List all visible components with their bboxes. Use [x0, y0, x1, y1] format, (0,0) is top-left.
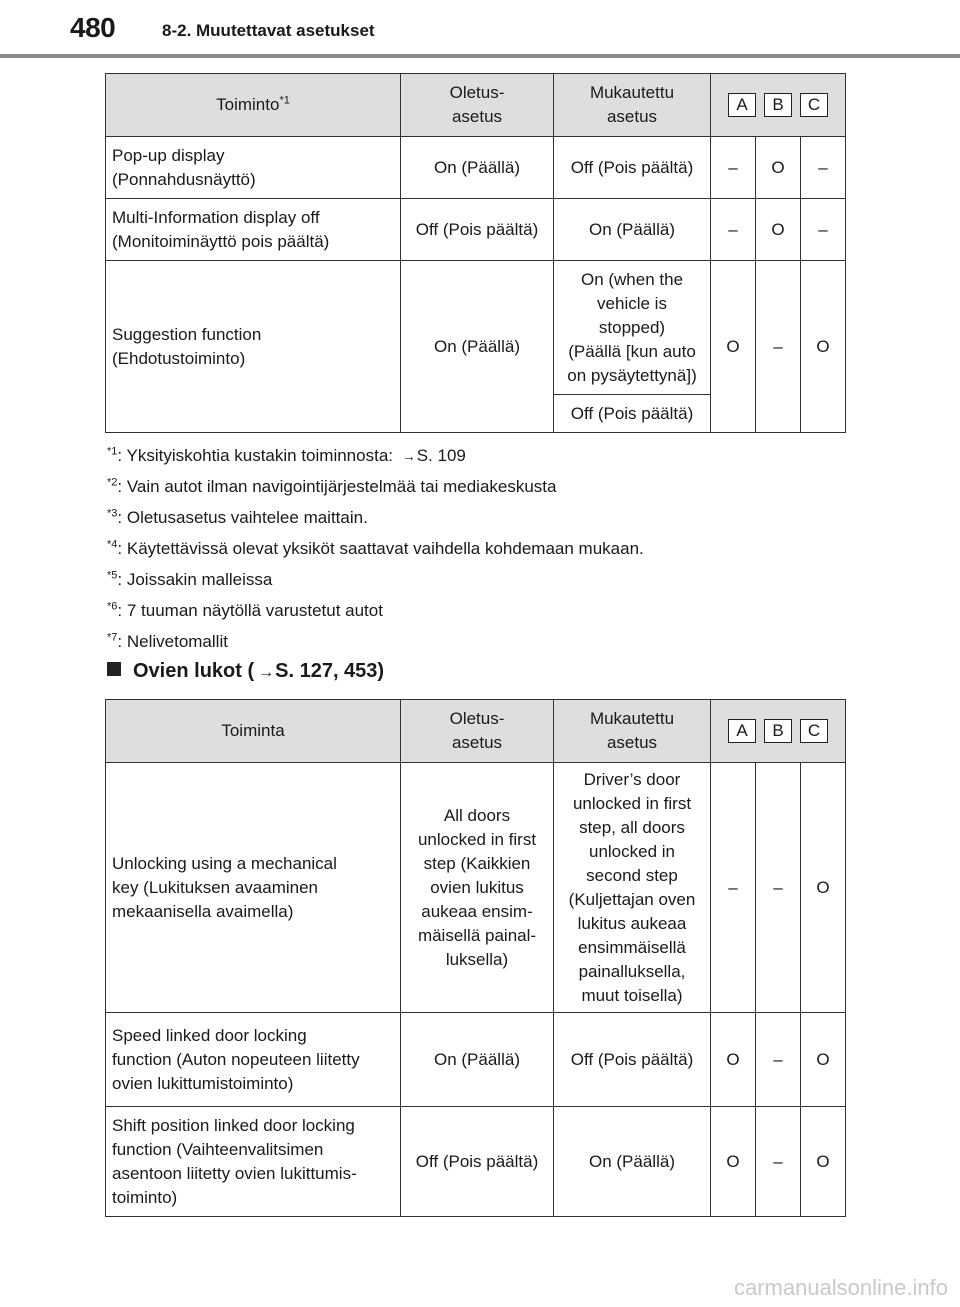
settings-table-display-body	[105, 136, 846, 433]
row-b: –	[756, 261, 801, 433]
row-function: Multi-Information display off (Monitoiminäyttö pois päältä)	[106, 199, 401, 261]
footnote: $^{*2}$: Vain autot ilman navigointijärjestelmää tai mediakeskusta	[107, 476, 557, 496]
row-b: –	[756, 763, 801, 1013]
col-header-function: Toiminta	[106, 700, 401, 763]
page-reference-link[interactable]: S. 127, 453)	[275, 660, 385, 682]
square-bullet-icon	[107, 662, 121, 676]
col-header-default: Oletus- asetus	[401, 74, 554, 137]
table-row	[106, 199, 846, 261]
row-a: –	[711, 199, 756, 261]
watermark: carmanualsonline.info	[733, 1275, 948, 1300]
col-header-b-box: B	[764, 93, 792, 117]
row-default: Off (Pois päältä)	[401, 1107, 554, 1217]
table-header-row	[106, 74, 846, 137]
row-c: O	[801, 1013, 846, 1107]
row-a: O	[711, 261, 756, 433]
row-function: Suggestion function (Ehdotustoiminto)	[106, 261, 401, 433]
row-b: –	[756, 1107, 801, 1217]
row-function: Shift position linked door locking function (Vaihteenvalitsimen asentoon liitetty ovien lukittumis- toiminto)	[106, 1107, 401, 1217]
footnote: $^{*6}$: 7 tuuman näytöllä varustetut autot	[107, 600, 383, 620]
col-header-a-box: A	[728, 93, 756, 117]
table-row	[106, 1107, 846, 1217]
col-header-custom: Mukautettu asetus	[554, 700, 711, 763]
row-custom: On (Päällä)	[554, 199, 711, 261]
row-c: O	[801, 261, 846, 433]
col-header-custom: Mukautettu asetus	[554, 74, 711, 137]
row-custom: On (when the vehicle is stopped) (Päällä [kun auto on pysäytettynä])	[554, 261, 711, 395]
footnote: $^{*1}$: Yksityiskohtia kustakin toiminnosta: →S. 109	[107, 445, 466, 465]
section-title: 8-2. Muutettavat asetukset	[162, 21, 375, 40]
arrow-right-icon: →	[258, 664, 275, 681]
row-function: Speed linked door locking function (Auton nopeuteen liitetty ovien lukittumistoiminto)	[106, 1013, 401, 1107]
row-custom-alt: Off (Pois päältä)	[554, 395, 711, 433]
footnote: $^{*7}$: Nelivetomallit	[107, 631, 228, 651]
row-custom: Off (Pois päältä)	[554, 137, 711, 199]
page-reference-link[interactable]: S. 109	[416, 446, 466, 465]
page-header	[0, 0, 960, 58]
table-row	[106, 763, 846, 1013]
footnote: $^{*5}$: Joissakin malleissa	[107, 569, 273, 589]
row-b: O	[756, 137, 801, 199]
row-default: Off (Pois päältä)	[401, 199, 554, 261]
col-header-abc	[711, 74, 846, 137]
row-a: O	[711, 1107, 756, 1217]
col-header-default: Oletus- asetus	[401, 700, 554, 763]
row-function: Pop-up display (Ponnahdusnäyttö)	[106, 137, 401, 199]
table-row	[106, 261, 846, 395]
row-custom: Driver’s door unlocked in first step, all doors unlocked in second step (Kuljettajan oven lukitus aukeaa ensimmäisellä painalluksella, muut toisella)	[554, 763, 711, 1013]
row-custom: On (Päällä)	[554, 1107, 711, 1217]
arrow-right-icon: →	[401, 448, 416, 464]
row-default: All doors unlocked in first step (Kaikkien ovien lukitus aukeaa ensim- mäisellä painal- luksella)	[401, 763, 554, 1013]
row-b: O	[756, 199, 801, 261]
col-header-c-box: C	[800, 719, 828, 743]
row-c: –	[801, 137, 846, 199]
row-b: –	[756, 1013, 801, 1107]
col-header-abc	[711, 700, 846, 763]
col-header-c-box: C	[800, 93, 828, 117]
row-a: O	[711, 1013, 756, 1107]
row-c: O	[801, 763, 846, 1013]
footnotes	[107, 440, 644, 657]
row-a: –	[711, 763, 756, 1013]
row-function: Unlocking using a mechanical key (Lukituksen avaaminen mekaanisella avaimella)	[106, 763, 401, 1013]
col-header-b-box: B	[764, 719, 792, 743]
subsection-heading: Ovien lukot ( →S. 127, 453)	[107, 660, 384, 683]
row-default: On (Päällä)	[401, 1013, 554, 1107]
settings-table-door-locks	[105, 699, 846, 763]
row-custom: Off (Pois päältä)	[554, 1013, 711, 1107]
row-c: O	[801, 1107, 846, 1217]
row-a: –	[711, 137, 756, 199]
settings-table-door-locks-body	[105, 762, 846, 1217]
col-header-function: Toiminto$^{*1}$	[106, 74, 401, 137]
table-row	[106, 137, 846, 199]
header-divider	[0, 54, 960, 58]
table-header-row	[106, 700, 846, 763]
footnote: $^{*4}$: Käytettävissä olevat yksiköt saattavat vaihdella kohdemaan mukaan.	[107, 538, 644, 558]
settings-table-display	[105, 73, 846, 137]
row-c: –	[801, 199, 846, 261]
page-number: 480	[70, 12, 116, 43]
col-header-a-box: A	[728, 719, 756, 743]
row-default: On (Päällä)	[401, 261, 554, 433]
footnote: $^{*3}$: Oletusasetus vaihtelee maittain.	[107, 507, 368, 527]
table-row	[106, 1013, 846, 1107]
row-default: On (Päällä)	[401, 137, 554, 199]
